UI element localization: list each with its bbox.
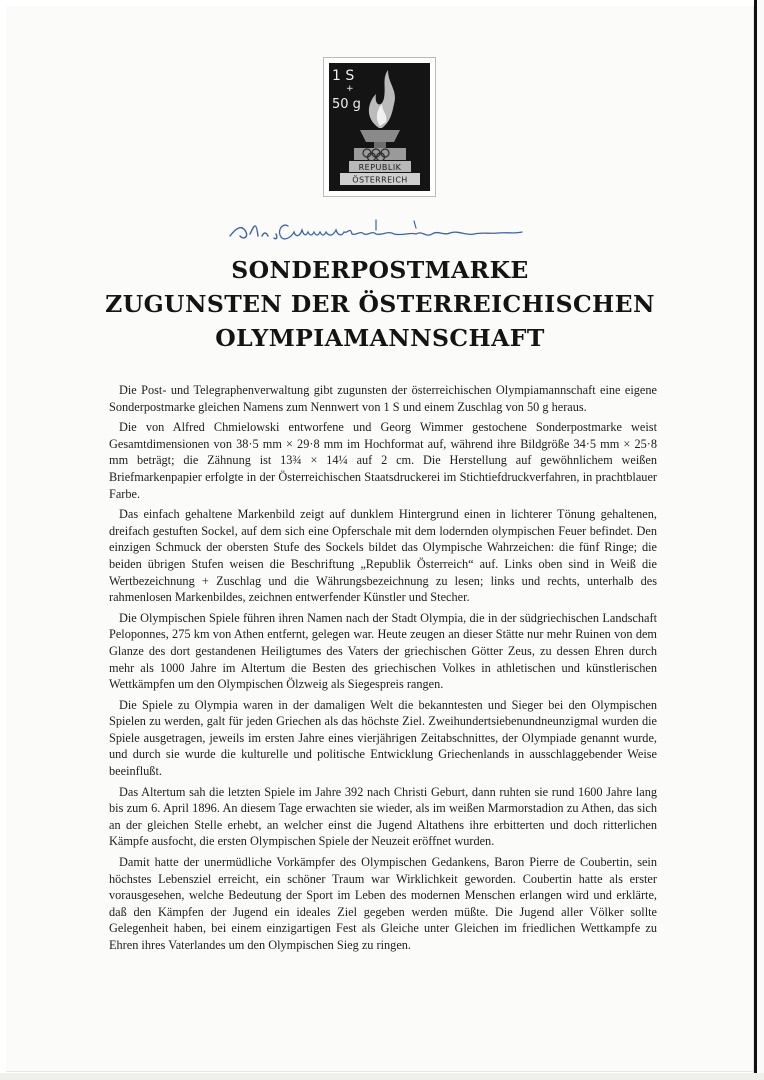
scan-edge-right (754, 0, 764, 1080)
offering-bowl-icon (360, 130, 400, 142)
title-line-2: ZUGUNSTEN DER ÖSTERREICHISCHEN (105, 290, 655, 318)
paragraph: Die Spiele zu Olympia waren in der damaligen Welt die bekanntesten und Sieger bei den Olympischen Spielen zu werden, galt für jeden Griechen als das höchste Ziel. Zweihundertsiebenundneunzigmal wurden die Spiele ausgetragen, jeweils im ersten Jahre eines vierjährigen Zeitabschnittes, der Olympiade genannt wurde, und durch sie wurde die kulturelle und politische Entwicklung Griechenlands in ausschlaggebender Weise beeinflußt. (109, 697, 657, 779)
paragraph: Das Altertum sah die letzten Spiele im Jahre 392 nach Christi Geburt, dann ruhten sie rund 1600 Jahre lang bis zum 6. April 1896. An diesem Tage erwachten sie wieder, als im weißen Marmorstadion zu Athen, das sich an der gleichen Stelle erhebt, an welcher einst die Jugend Altathens ihre erbitterten und doch ritterlichen Kämpfe ausfocht, die ersten Olympischen Spiele der Neuzeit eröffnet wurden. (109, 784, 657, 849)
stamp-artwork (324, 58, 435, 196)
stamp-country-line1: REPUBLIK (358, 163, 402, 172)
paragraph: Die Olympischen Spiele führen ihren Namen nach der Stadt Olympia, die in der südgriechischen Landschaft Peloponnes, 275 km von Athen entfernt, gelegen war. Heute zeugen an dieser Stätte nur mehr Ruinen von dem Glanze des dort gestandenen Heiligtumes des Vaters der griechischen Götter Zeus, zu dessen Ehren durch mehr als 1000 Jahre im Altertum die Besten des griechischen Volkes in athletischen und künstlerischen Wettkämpfen um den Olympischen Ölzweig als Siegespreis rangen. (109, 610, 657, 692)
paragraph: Die von Alfred Chmielowski entworfene und Georg Wimmer gestochene Sonderpostmarke weist Gesamtdimensionen von 38·5 mm × 29·8 mm im Hochformat auf, während ihre Bildgröße 34·5 mm × 25·8 mm beträgt; die Zähnung ist 13¾ × 14¼ auf 2 cm. Die Herstellung auf gewöhnlichem weißen Briefmarkenpapier erfolgte in der Österreichischen Staatsdruckerei im Stichtiefdruckverfahren, in prachtblauer Farbe. (109, 420, 657, 501)
handwritten-signature (226, 212, 526, 246)
postage-stamp-image (323, 57, 436, 197)
paragraph: Das einfach gehaltene Markenbild zeigt auf dunklem Hintergrund einen in lichterer Tönung gehaltenen, dreifach gestuften Sockel, auf dem sich eine Opferschale mit dem lodernden olympischen Feuer befindet. Den einzigen Schmuck der obersten Stufe des Sockels bildet das Olympische Wahrzeichen: die fünf Ringe; die beiden übrigen Stufen weisen die Beschriftung „Republik Österreich“ auf. Links oben sind in Weiß die Wertbezeichnung + Zuschlag und die Währungsbezeichnung zu lesen; links und rechts, unterhalb des rahmenlosen Markenbildes, zeichnen entwerfender Künstler und Stecher. (109, 507, 657, 605)
page-title (40, 253, 720, 355)
bowl-stem (374, 142, 386, 148)
stamp-country-line2: ÖSTERREICH (352, 175, 408, 185)
title-line-1: SONDERPOSTMARKE (231, 256, 529, 284)
title-line-3: OLYMPIAMANNSCHAFT (215, 324, 545, 352)
article-body (109, 382, 657, 958)
stamp-surcharge: 50 g (332, 97, 361, 112)
paragraph: Damit hatte der unermüdliche Vorkämpfer des Olympischen Gedankens, Baron Pierre de Coubertin, sein höchstes Lebensziel erreicht, ein schöner Traum war Wirklichkeit geworden. Coubertin hatte als erster vorausgesehen, welche Bedeutung der Sport im Leben des modernen Menschen erlangen wird und erklärte, daß den Kämpfen der Jugend ein ideales Ziel gegeben werden müßte. Die Jugend aller Völker sollte Gelegenheit haben, bei einem einzigartigen Fest als Gleiche unter Gleichen im friedlichen Wettkampfe zu Ehren ihres Vaterlandes um den Olympischen Sieg zu ringen. (109, 855, 657, 952)
paragraph: Die Post- und Telegraphenverwaltung gibt zugunsten der österreichischen Olympiamannschaft eine eigene Sonderpostmarke gleichen Namens zum Nennwert von 1 S und einem Zuschlag von 50 g heraus. (109, 383, 657, 414)
stamp-value: 1 S (332, 68, 355, 84)
scan-edge-bottom (0, 1073, 764, 1080)
stamp-plus: + (346, 84, 354, 94)
